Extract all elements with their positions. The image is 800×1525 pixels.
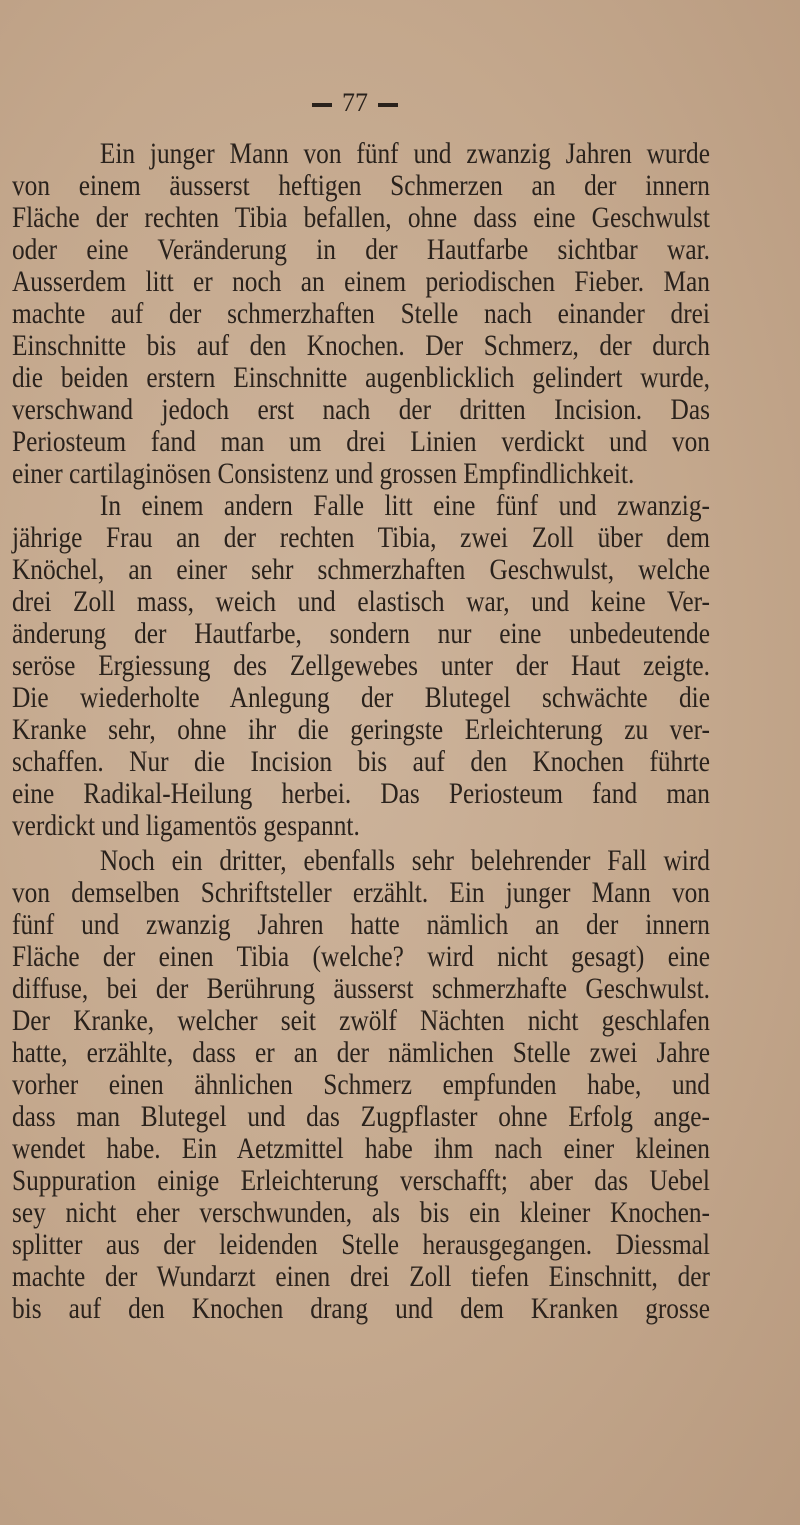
text-line: verschwand jedoch erst nach der dritten Incision. Das xyxy=(12,393,710,426)
text-line: Kranke sehr, ohne ihr die geringste Erleichterung zu ver- xyxy=(12,713,710,746)
page-number-text: 77 xyxy=(342,88,368,117)
text-line: einer cartilaginösen Consistenz und grossen Empfindlichkeit. xyxy=(12,457,635,490)
text-line: jährige Frau an der rechten Tibia, zwei Zoll über dem xyxy=(12,521,710,554)
text-line: von einem äusserst heftigen Schmerzen an der innern xyxy=(12,169,710,202)
text-line: vorher einen ähnlichen Schmerz empfunden habe, und xyxy=(12,1068,710,1101)
text-line: diffuse, bei der Berührung äusserst schmerzhafte Geschwulst. xyxy=(12,972,710,1005)
text-line: eine Radikal-Heilung herbei. Das Periosteum fand man xyxy=(12,777,710,810)
text-line: Suppuration einige Erleichterung verschafft; aber das Uebel xyxy=(12,1164,710,1197)
text-line: änderung der Hautfarbe, sondern nur eine unbedeutende xyxy=(12,617,710,650)
text-line: bis auf den Knochen drang und dem Kranken grosse xyxy=(12,1292,710,1325)
text-line: sey nicht eher verschwunden, als bis ein kleiner Knochen- xyxy=(12,1196,710,1229)
text-line: Ausserdem litt er noch an einem periodischen Fieber. Man xyxy=(12,265,710,298)
text-line: dass man Blutegel und das Zugpflaster ohne Erfolg ange- xyxy=(12,1100,710,1133)
text-line: Fläche der rechten Tibia befallen, ohne dass eine Geschwulst xyxy=(12,201,710,234)
body-text xyxy=(12,138,710,1325)
text-line: Periosteum fand man um drei Linien verdickt und von xyxy=(12,425,710,458)
text-line: Der Kranke, welcher seit zwölf Nächten nicht geschlafen xyxy=(12,1004,710,1037)
text-line: Ein junger Mann von fünf und zwanzig Jahren wurde xyxy=(99,137,710,170)
text-line: In einem andern Falle litt eine fünf und zwanzig- xyxy=(99,489,710,522)
text-line: fünf und zwanzig Jahren hatte nämlich an der innern xyxy=(12,908,710,941)
text-line: Einschnitte bis auf den Knochen. Der Schmerz, der durch xyxy=(12,329,710,362)
text-line: die beiden erstern Einschnitte augenblicklich gelindert wurde, xyxy=(12,361,710,394)
text-line: oder eine Veränderung in der Hautfarbe sichtbar war. xyxy=(12,233,710,266)
text-line: drei Zoll mass, weich und elastisch war, und keine Ver- xyxy=(12,585,710,618)
text-line: machte auf der schmerzhaften Stelle nach einander drei xyxy=(12,297,710,330)
text-line: Noch ein dritter, ebenfalls sehr belehrender Fall wird xyxy=(99,844,710,877)
text-line: machte der Wundarzt einen drei Zoll tiefen Einschnitt, der xyxy=(12,1260,710,1293)
text-line: verdickt und ligamentös gespannt. xyxy=(12,809,360,842)
paragraph xyxy=(12,490,710,842)
page-number xyxy=(0,88,710,118)
text-line: wendet habe. Ein Aetzmittel habe ihm nach einer kleinen xyxy=(12,1132,710,1165)
dash-right xyxy=(378,103,398,107)
text-line: von demselben Schriftsteller erzählt. Ein junger Mann von xyxy=(12,876,710,909)
text-line: seröse Ergiessung des Zellgewebes unter der Haut zeigte. xyxy=(12,649,710,682)
text-line: Knöchel, an einer sehr schmerzhaften Geschwulst, welche xyxy=(12,553,710,586)
paragraph xyxy=(12,138,710,490)
paragraph xyxy=(12,845,710,1325)
dash-left xyxy=(312,103,332,107)
text-line: Fläche der einen Tibia (welche? wird nicht gesagt) eine xyxy=(12,940,710,973)
text-line: schaffen. Nur die Incision bis auf den Knochen führte xyxy=(12,745,710,778)
text-line: hatte, erzählte, dass er an der nämlichen Stelle zwei Jahre xyxy=(12,1036,710,1069)
text-line: Die wiederholte Anlegung der Blutegel schwächte die xyxy=(12,681,710,714)
text-line: splitter aus der leidenden Stelle herausgegangen. Diessmal xyxy=(12,1228,710,1261)
